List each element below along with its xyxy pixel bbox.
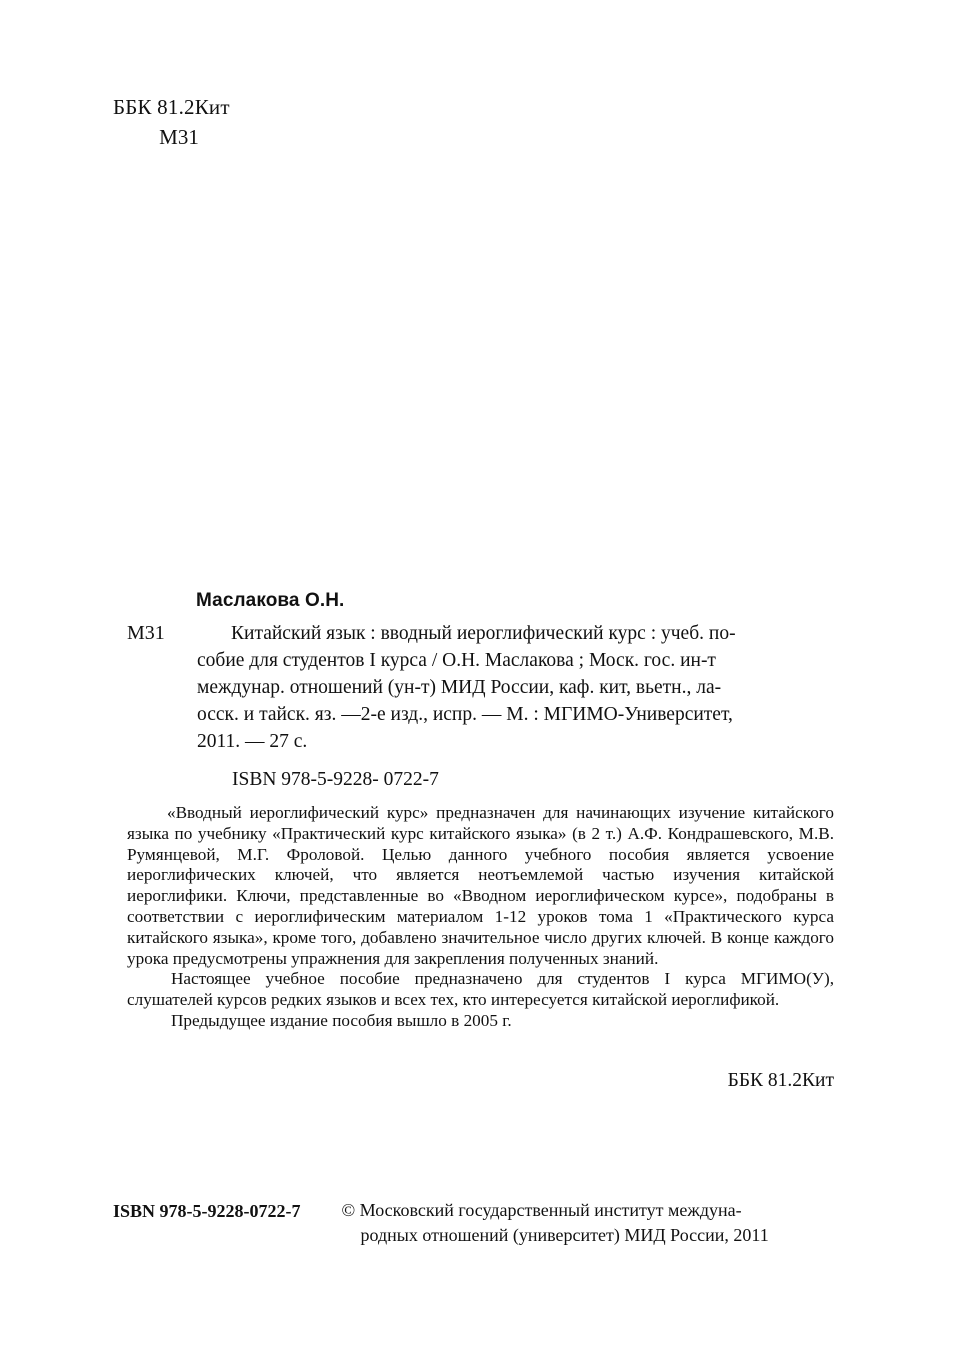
author-name: Маслакова О.Н. bbox=[196, 590, 345, 611]
biblio-line: собие для студентов I курса / О.Н. Маслакова ; Моск. гос. ин-т bbox=[197, 650, 716, 671]
annotation-paragraph: Настоящее учебное пособие предназначено для студентов I курса МГИМО(У), слушателей курсов редких языков и всех тех, кто интересуется китайской иероглификой. bbox=[127, 969, 834, 1010]
annotation-paragraph: «Вводный иероглифический курс» предназначен для начинающих изучение китайского языка по учебнику «Практический курс китайского языка» (в 2 т.) А.Ф. Кондрашевского, М.В. Румянцевой, М.Г. Фроловой. Целью данного учебного пособия является усвоение иероглифических ключей, что является неотъемлемой частью изучения китайской иероглифики. Ключи, представленные во «Вводном иероглифическом курсе», подобраны в соответствии с иероглифическим материалом 1-12 уроков тома 1 «Практического курса китайского языка», кроме того, добавлено значительное число других ключей. В конце каждого урока предусмотрены упражнения для закрепления полученных знаний. bbox=[127, 803, 834, 968]
copyright-line: © Московский государственный институт междуна- bbox=[341, 1200, 742, 1220]
annotation-text bbox=[127, 803, 834, 1032]
biblio-line: Китайский язык : вводный иероглифический курс : учеб. по- bbox=[231, 623, 736, 644]
isbn-record: ISBN 978-5-9228- 0722-7 bbox=[232, 769, 439, 790]
shelf-mark-label: М31 bbox=[127, 622, 165, 644]
shelf-code-top: М31 bbox=[159, 125, 199, 149]
copyright-line: родных отношений (университет) МИД России, 2011 bbox=[360, 1225, 769, 1245]
bibliographic-description bbox=[197, 620, 834, 755]
bbk-classification-bottom: ББК 81.2Кит bbox=[727, 1070, 834, 1091]
classification-header bbox=[113, 92, 373, 152]
copyright-footer bbox=[113, 1198, 834, 1248]
bbk-classification-top: ББК 81.2Кит bbox=[113, 95, 230, 119]
biblio-line: междунар. отношений (ун-т) МИД России, каф. кит, вьетн., ла- bbox=[197, 677, 722, 698]
copyright-statement bbox=[342, 1198, 810, 1248]
annotation-paragraph: Предыдущее издание пособия вышло в 2005 г. bbox=[171, 1010, 512, 1030]
isbn-footer: ISBN 978-5-9228-0722-7 bbox=[113, 1201, 301, 1221]
biblio-line: 2011. — 27 с. bbox=[197, 731, 308, 752]
biblio-line: осск. и тайск. яз. —2-е изд., испр. — М. : МГИМО-Университет, bbox=[197, 704, 733, 725]
